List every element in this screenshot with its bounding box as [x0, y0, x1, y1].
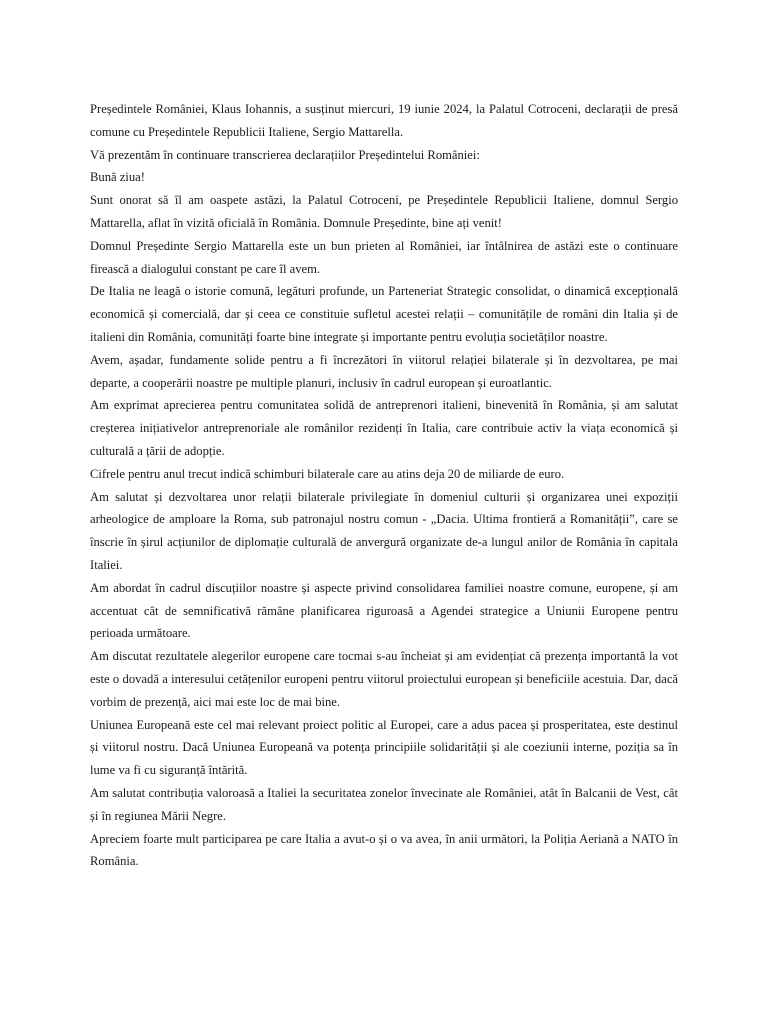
paragraph: Am discutat rezultatele alegerilor europene care tocmai s-au încheiat și am evidențiat că prezența importantă la vot este o dovadă a interesului cetățenilor europeni pentru viitorul proiectului european și beneficiile acestuia. Dar, dacă vorbim de prezență, aici mai este loc de mai bine.	[90, 649, 678, 709]
paragraph: De Italia ne leagă o istorie comună, legături profunde, un Parteneriat Strategic consolidat, o dinamică excepțională economică și comercială, dar și ceea ce constituie sufletul acestei relații – comunitățile de români din Italia și de italieni din România, comunități foarte bine integrate și importante pentru evoluția societăților noastre.	[90, 284, 678, 344]
paragraph: Am abordat în cadrul discuțiilor noastre și aspecte privind consolidarea familiei noastre comune, europene, și am accentuat cât de semnificativă rămâne planificarea riguroasă a Agendei strategice a Uniunii Europene pentru perioada următoare.	[90, 580, 678, 641]
paragraph: Uniunea Europeană este cel mai relevant proiect politic al Europei, care a adus pacea și prosperitatea, este destinul și viitorul nostru. Dacă Uniunea Europeană va potența principiile solidarității și ale coeziunii interne, poziția sa în lume va fi cu siguranță întărită.	[90, 717, 678, 778]
paragraph: Am exprimat aprecierea pentru comunitatea solidă de antreprenori italieni, binevenită în România, și am salutat creșterea inițiativelor antreprenoriale ale românilor rezidenți în Italia, care contribuie activ la viața economică și culturală a țării de adopție.	[90, 398, 678, 458]
paragraph-transcript-note: Vă prezentăm în continuare transcrierea declarațiilor Președintelui României:	[90, 147, 480, 162]
paragraph-intro: Președintele României, Klaus Iohannis, a susținut miercuri, 19 iunie 2024, la Palatul Cotroceni, declarații de presă comune cu Președintele Republicii Italiene, Sergio Mattarella.	[90, 102, 678, 139]
paragraph: Sunt onorat să îl am oaspete astăzi, la Palatul Cotroceni, pe Președintele Republicii Italiene, domnul Sergio Mattarella, aflat în vizită oficială în România. Domnule Președinte, bine ați venit!	[90, 193, 678, 230]
paragraph: Avem, așadar, fundamente solide pentru a fi încrezători în viitorul relației bilaterale și în dezvoltarea, pe mai departe, a cooperării noastre pe multiple planuri, inclusiv în cadrul european și euroatlantic.	[90, 352, 678, 390]
paragraph: Am salutat contribuția valoroasă a Italiei la securitatea zonelor învecinate ale României, atât în Balcanii de Vest, cât și în regiunea Mării Negre.	[90, 785, 678, 823]
paragraph: Domnul Președinte Sergio Mattarella este un bun prieten al României, iar întâlnirea de astăzi este o continuare firească a dialogului constant pe care îl avem.	[90, 238, 678, 276]
paragraph: Cifrele pentru anul trecut indică schimburi bilaterale care au atins deja 20 de miliarde de euro.	[90, 466, 565, 481]
paragraph: Apreciem foarte mult participarea pe care Italia a avut-o și o va avea, în anii următori, la Poliția Aeriană a NATO în România.	[90, 831, 678, 869]
paragraph: Am salutat și dezvoltarea unor relații bilaterale privilegiate în domeniul culturii și organizarea unei expoziții arheologice de amploare la Roma, sub patronajul nostru comun - „Dacia. Ultima frontieră a Romanității”, care se înscrie în șirul acțiunilor de diplomație culturală de anvergură organizate de-a lungul anilor de România în capitala Italiei.	[90, 489, 678, 572]
paragraph-greeting: Bună ziua!	[90, 170, 145, 185]
